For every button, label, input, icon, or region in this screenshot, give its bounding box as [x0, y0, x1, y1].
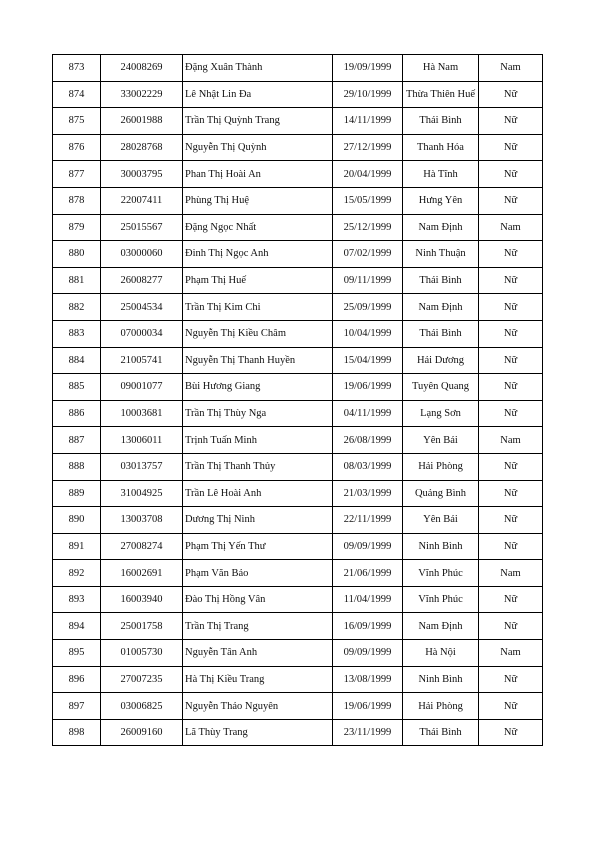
full-name-cell: Lê Nhật Lin Đa	[183, 81, 333, 108]
table-row	[53, 187, 543, 214]
candidate-id-cell: 16002691	[101, 560, 183, 587]
birth-date-cell: 09/09/1999	[333, 640, 403, 667]
candidate-id-cell: 24008269	[101, 55, 183, 82]
row-number-cell: 898	[53, 719, 101, 746]
row-number-cell: 876	[53, 134, 101, 161]
birthplace-cell: Nam Định	[403, 214, 479, 241]
candidate-id-cell: 33002229	[101, 81, 183, 108]
birth-date-cell: 15/05/1999	[333, 187, 403, 214]
candidate-id-cell: 07000034	[101, 320, 183, 347]
table-row	[53, 294, 543, 321]
candidate-id-cell: 25001758	[101, 613, 183, 640]
birth-date-cell: 21/06/1999	[333, 560, 403, 587]
birthplace-cell: Thanh Hóa	[403, 134, 479, 161]
table-row	[53, 533, 543, 560]
gender-cell: Nữ	[479, 613, 543, 640]
candidate-id-cell: 03013757	[101, 453, 183, 480]
row-number-cell: 883	[53, 320, 101, 347]
gender-cell: Nữ	[479, 533, 543, 560]
full-name-cell: Trần Thị Thùy Nga	[183, 400, 333, 427]
table-row	[53, 640, 543, 667]
table-row	[53, 81, 543, 108]
birthplace-cell: Thừa Thiên Huế	[403, 81, 479, 108]
birthplace-cell: Hải Phòng	[403, 693, 479, 720]
birth-date-cell: 20/04/1999	[333, 161, 403, 188]
birth-date-cell: 25/09/1999	[333, 294, 403, 321]
gender-cell: Nữ	[479, 81, 543, 108]
birth-date-cell: 11/04/1999	[333, 586, 403, 613]
gender-cell: Nam	[479, 427, 543, 454]
row-number-cell: 890	[53, 507, 101, 534]
table-row	[53, 374, 543, 401]
birth-date-cell: 25/12/1999	[333, 214, 403, 241]
row-number-cell: 878	[53, 187, 101, 214]
birth-date-cell: 07/02/1999	[333, 241, 403, 268]
birthplace-cell: Hải Phòng	[403, 453, 479, 480]
candidate-id-cell: 09001077	[101, 374, 183, 401]
gender-cell: Nữ	[479, 161, 543, 188]
birthplace-cell: Ninh Thuận	[403, 241, 479, 268]
birth-date-cell: 27/12/1999	[333, 134, 403, 161]
row-number-cell: 875	[53, 108, 101, 135]
row-number-cell: 896	[53, 666, 101, 693]
birth-date-cell: 10/04/1999	[333, 320, 403, 347]
gender-cell: Nữ	[479, 320, 543, 347]
candidate-id-cell: 03006825	[101, 693, 183, 720]
birth-date-cell: 04/11/1999	[333, 400, 403, 427]
birthplace-cell: Hải Dương	[403, 347, 479, 374]
table-row	[53, 613, 543, 640]
row-number-cell: 891	[53, 533, 101, 560]
full-name-cell: Trần Thị Thanh Thủy	[183, 453, 333, 480]
birthplace-cell: Lạng Sơn	[403, 400, 479, 427]
birth-date-cell: 16/09/1999	[333, 613, 403, 640]
row-number-cell: 893	[53, 586, 101, 613]
gender-cell: Nam	[479, 214, 543, 241]
birth-date-cell: 09/09/1999	[333, 533, 403, 560]
row-number-cell: 887	[53, 427, 101, 454]
birthplace-cell: Hà Nam	[403, 55, 479, 82]
candidate-id-cell: 31004925	[101, 480, 183, 507]
full-name-cell: Lã Thùy Trang	[183, 719, 333, 746]
gender-cell: Nữ	[479, 400, 543, 427]
full-name-cell: Nguyễn Thị Kiều Châm	[183, 320, 333, 347]
table-row	[53, 666, 543, 693]
gender-cell: Nam	[479, 55, 543, 82]
row-number-cell: 894	[53, 613, 101, 640]
gender-cell: Nữ	[479, 666, 543, 693]
candidate-id-cell: 30003795	[101, 161, 183, 188]
birthplace-cell: Quảng Bình	[403, 480, 479, 507]
table-row	[53, 161, 543, 188]
gender-cell: Nữ	[479, 241, 543, 268]
table-row	[53, 347, 543, 374]
birth-date-cell: 14/11/1999	[333, 108, 403, 135]
full-name-cell: Phan Thị Hoài An	[183, 161, 333, 188]
birthplace-cell: Thái Bình	[403, 267, 479, 294]
gender-cell: Nữ	[479, 507, 543, 534]
table-row	[53, 55, 543, 82]
full-name-cell: Đinh Thị Ngọc Anh	[183, 241, 333, 268]
row-number-cell: 880	[53, 241, 101, 268]
gender-cell: Nam	[479, 640, 543, 667]
birthplace-cell: Tuyên Quang	[403, 374, 479, 401]
birth-date-cell: 21/03/1999	[333, 480, 403, 507]
birthplace-cell: Hà Nội	[403, 640, 479, 667]
table-row	[53, 134, 543, 161]
candidate-id-cell: 03000060	[101, 241, 183, 268]
row-number-cell: 889	[53, 480, 101, 507]
roster-body	[53, 55, 543, 746]
row-number-cell: 874	[53, 81, 101, 108]
birth-date-cell: 23/11/1999	[333, 719, 403, 746]
full-name-cell: Nguyễn Tân Anh	[183, 640, 333, 667]
candidate-id-cell: 26008277	[101, 267, 183, 294]
full-name-cell: Đặng Ngọc Nhất	[183, 214, 333, 241]
birth-date-cell: 29/10/1999	[333, 81, 403, 108]
row-number-cell: 885	[53, 374, 101, 401]
row-number-cell: 897	[53, 693, 101, 720]
birth-date-cell: 09/11/1999	[333, 267, 403, 294]
full-name-cell: Hà Thị Kiều Trang	[183, 666, 333, 693]
candidate-id-cell: 25004534	[101, 294, 183, 321]
candidate-id-cell: 22007411	[101, 187, 183, 214]
candidate-id-cell: 26009160	[101, 719, 183, 746]
birthplace-cell: Nam Định	[403, 613, 479, 640]
full-name-cell: Nguyễn Thị Quỳnh	[183, 134, 333, 161]
candidate-id-cell: 13006011	[101, 427, 183, 454]
full-name-cell: Đặng Xuân Thành	[183, 55, 333, 82]
birthplace-cell: Yên Bái	[403, 427, 479, 454]
full-name-cell: Nguyễn Thị Thanh Huyền	[183, 347, 333, 374]
row-number-cell: 895	[53, 640, 101, 667]
gender-cell: Nữ	[479, 187, 543, 214]
birthplace-cell: Yên Bái	[403, 507, 479, 534]
birth-date-cell: 19/09/1999	[333, 55, 403, 82]
table-row	[53, 108, 543, 135]
table-row	[53, 693, 543, 720]
table-row	[53, 267, 543, 294]
table-row	[53, 320, 543, 347]
birth-date-cell: 22/11/1999	[333, 507, 403, 534]
full-name-cell: Đào Thị Hồng Vân	[183, 586, 333, 613]
row-number-cell: 886	[53, 400, 101, 427]
gender-cell: Nữ	[479, 693, 543, 720]
row-number-cell: 888	[53, 453, 101, 480]
birthplace-cell: Thái Bình	[403, 320, 479, 347]
row-number-cell: 881	[53, 267, 101, 294]
table-row	[53, 480, 543, 507]
student-roster-table	[52, 54, 543, 746]
full-name-cell: Trần Thị Quỳnh Trang	[183, 108, 333, 135]
candidate-id-cell: 13003708	[101, 507, 183, 534]
table-row	[53, 719, 543, 746]
table-row	[53, 214, 543, 241]
gender-cell: Nữ	[479, 719, 543, 746]
table-row	[53, 400, 543, 427]
row-number-cell: 884	[53, 347, 101, 374]
candidate-id-cell: 27008274	[101, 533, 183, 560]
gender-cell: Nữ	[479, 347, 543, 374]
full-name-cell: Phạm Thị Yến Thư	[183, 533, 333, 560]
gender-cell: Nữ	[479, 108, 543, 135]
gender-cell: Nữ	[479, 267, 543, 294]
full-name-cell: Nguyễn Thảo Nguyên	[183, 693, 333, 720]
gender-cell: Nữ	[479, 374, 543, 401]
full-name-cell: Trần Lê Hoài Anh	[183, 480, 333, 507]
birthplace-cell: Ninh Bình	[403, 666, 479, 693]
full-name-cell: Trần Thị Trang	[183, 613, 333, 640]
birth-date-cell: 19/06/1999	[333, 693, 403, 720]
full-name-cell: Phạm Văn Bảo	[183, 560, 333, 587]
full-name-cell: Trịnh Tuấn Minh	[183, 427, 333, 454]
gender-cell: Nữ	[479, 586, 543, 613]
birth-date-cell: 19/06/1999	[333, 374, 403, 401]
birthplace-cell: Thái Bình	[403, 719, 479, 746]
row-number-cell: 892	[53, 560, 101, 587]
gender-cell: Nữ	[479, 134, 543, 161]
table-row	[53, 560, 543, 587]
table-row	[53, 586, 543, 613]
candidate-id-cell: 28028768	[101, 134, 183, 161]
birthplace-cell: Hưng Yên	[403, 187, 479, 214]
row-number-cell: 879	[53, 214, 101, 241]
birth-date-cell: 26/08/1999	[333, 427, 403, 454]
candidate-id-cell: 25015567	[101, 214, 183, 241]
candidate-id-cell: 01005730	[101, 640, 183, 667]
table-row	[53, 427, 543, 454]
birth-date-cell: 15/04/1999	[333, 347, 403, 374]
birthplace-cell: Thái Bình	[403, 108, 479, 135]
gender-cell: Nữ	[479, 294, 543, 321]
birthplace-cell: Vĩnh Phúc	[403, 586, 479, 613]
candidate-id-cell: 21005741	[101, 347, 183, 374]
candidate-id-cell: 27007235	[101, 666, 183, 693]
table-row	[53, 241, 543, 268]
full-name-cell: Phùng Thị Huệ	[183, 187, 333, 214]
candidate-id-cell: 16003940	[101, 586, 183, 613]
table-row	[53, 453, 543, 480]
candidate-id-cell: 10003681	[101, 400, 183, 427]
full-name-cell: Bùi Hương Giang	[183, 374, 333, 401]
birth-date-cell: 13/08/1999	[333, 666, 403, 693]
full-name-cell: Dương Thị Ninh	[183, 507, 333, 534]
candidate-id-cell: 26001988	[101, 108, 183, 135]
birthplace-cell: Ninh Bình	[403, 533, 479, 560]
gender-cell: Nữ	[479, 480, 543, 507]
gender-cell: Nam	[479, 560, 543, 587]
full-name-cell: Trần Thị Kim Chi	[183, 294, 333, 321]
birth-date-cell: 08/03/1999	[333, 453, 403, 480]
table-row	[53, 507, 543, 534]
gender-cell: Nữ	[479, 453, 543, 480]
birthplace-cell: Vĩnh Phúc	[403, 560, 479, 587]
birthplace-cell: Nam Định	[403, 294, 479, 321]
full-name-cell: Phạm Thị Huế	[183, 267, 333, 294]
row-number-cell: 882	[53, 294, 101, 321]
row-number-cell: 877	[53, 161, 101, 188]
birthplace-cell: Hà Tĩnh	[403, 161, 479, 188]
row-number-cell: 873	[53, 55, 101, 82]
